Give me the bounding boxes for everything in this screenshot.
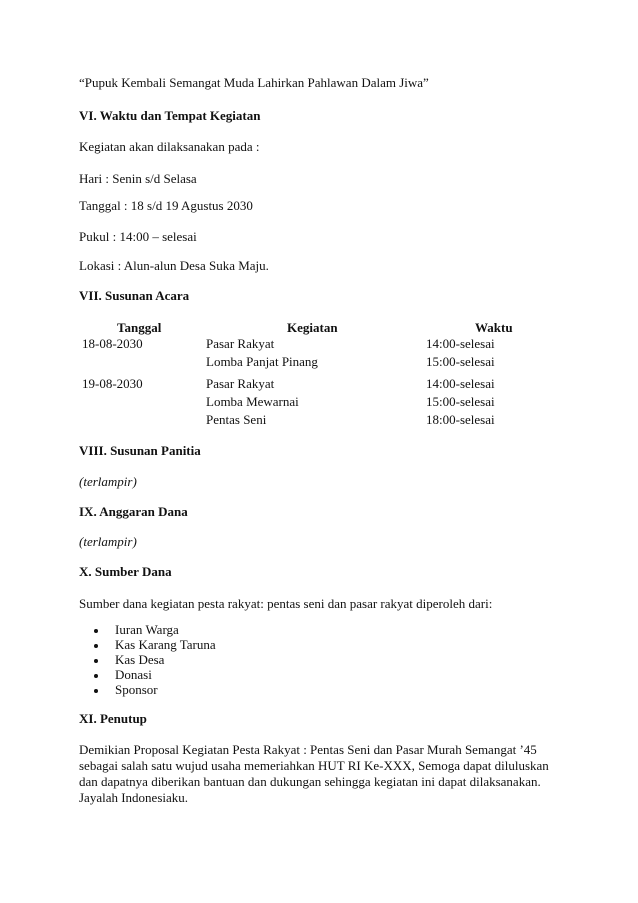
section-heading-susunan-panitia: VIII. Susunan Panitia — [79, 443, 201, 458]
table-cell-waktu: 14:00-selesai — [426, 336, 495, 351]
table-cell-waktu: 18:00-selesai — [426, 412, 495, 427]
schedule-intro: Kegiatan akan dilaksanakan pada : — [79, 139, 260, 154]
table-cell-kegiatan: Pasar Rakyat — [206, 376, 275, 391]
section-heading-sumber-dana: X. Sumber Dana — [79, 564, 172, 579]
schedule-lokasi: Lokasi : Alun-alun Desa Suka Maju. — [79, 258, 269, 273]
table-cell-date: 18-08-2030 — [82, 336, 143, 351]
closing-line: Demikian Proposal Kegiatan Pesta Rakyat : Pentas Seni dan Pasar Murah Semangat ’45 — [79, 742, 537, 757]
section-heading-penutup: XI. Penutup — [79, 711, 147, 726]
anggaran-note: (terlampir) — [79, 534, 137, 549]
list-item: Sponsor — [115, 682, 158, 697]
table-header-waktu: Waktu — [475, 320, 513, 335]
table-cell-kegiatan: Lomba Panjat Pinang — [206, 354, 318, 369]
table-header-tanggal: Tanggal — [117, 320, 162, 335]
motto-quote: “Pupuk Kembali Semangat Muda Lahirkan Pahlawan Dalam Jiwa” — [79, 75, 429, 90]
table-cell-waktu: 15:00-selesai — [426, 394, 495, 409]
closing-line: sebagai salah satu wujud usaha memeriahkan HUT RI Ke-XXX, Semoga dapat diluluskan — [79, 758, 549, 773]
bullet-icon — [94, 674, 98, 678]
sumber-dana-intro: Sumber dana kegiatan pesta rakyat: pentas seni dan pasar rakyat diperoleh dari: — [79, 596, 493, 611]
panitia-note: (terlampir) — [79, 474, 137, 489]
section-heading-susunan-acara: VII. Susunan Acara — [79, 288, 190, 303]
closing-line: dan dapatnya diberikan bantuan dan dukungan sehingga kegiatan ini dapat dilaksanakan. — [79, 774, 541, 789]
closing-line: Jayalah Indonesiaku. — [79, 790, 189, 805]
bullet-icon — [94, 689, 98, 693]
list-item: Kas Karang Taruna — [115, 637, 216, 652]
bullet-icon — [94, 659, 98, 663]
list-item: Iuran Warga — [115, 622, 179, 637]
table-cell-kegiatan: Pasar Rakyat — [206, 336, 275, 351]
table-cell-date: 19-08-2030 — [82, 376, 143, 391]
schedule-pukul: Pukul : 14:00 – selesai — [79, 229, 197, 244]
list-item: Donasi — [115, 667, 152, 682]
table-header-kegiatan: Kegiatan — [287, 320, 338, 335]
section-heading-anggaran-dana: IX. Anggaran Dana — [79, 504, 188, 519]
schedule-tanggal: Tanggal : 18 s/d 19 Agustus 2030 — [79, 198, 253, 213]
table-cell-waktu: 14:00-selesai — [426, 376, 495, 391]
bullet-icon — [94, 644, 98, 648]
bullet-icon — [94, 629, 98, 633]
schedule-hari: Hari : Senin s/d Selasa — [79, 171, 197, 186]
table-cell-kegiatan: Pentas Seni — [206, 412, 267, 427]
list-item: Kas Desa — [115, 652, 165, 667]
table-cell-kegiatan: Lomba Mewarnai — [206, 394, 299, 409]
section-heading-waktu-tempat: VI. Waktu dan Tempat Kegiatan — [79, 108, 261, 123]
table-cell-waktu: 15:00-selesai — [426, 354, 495, 369]
